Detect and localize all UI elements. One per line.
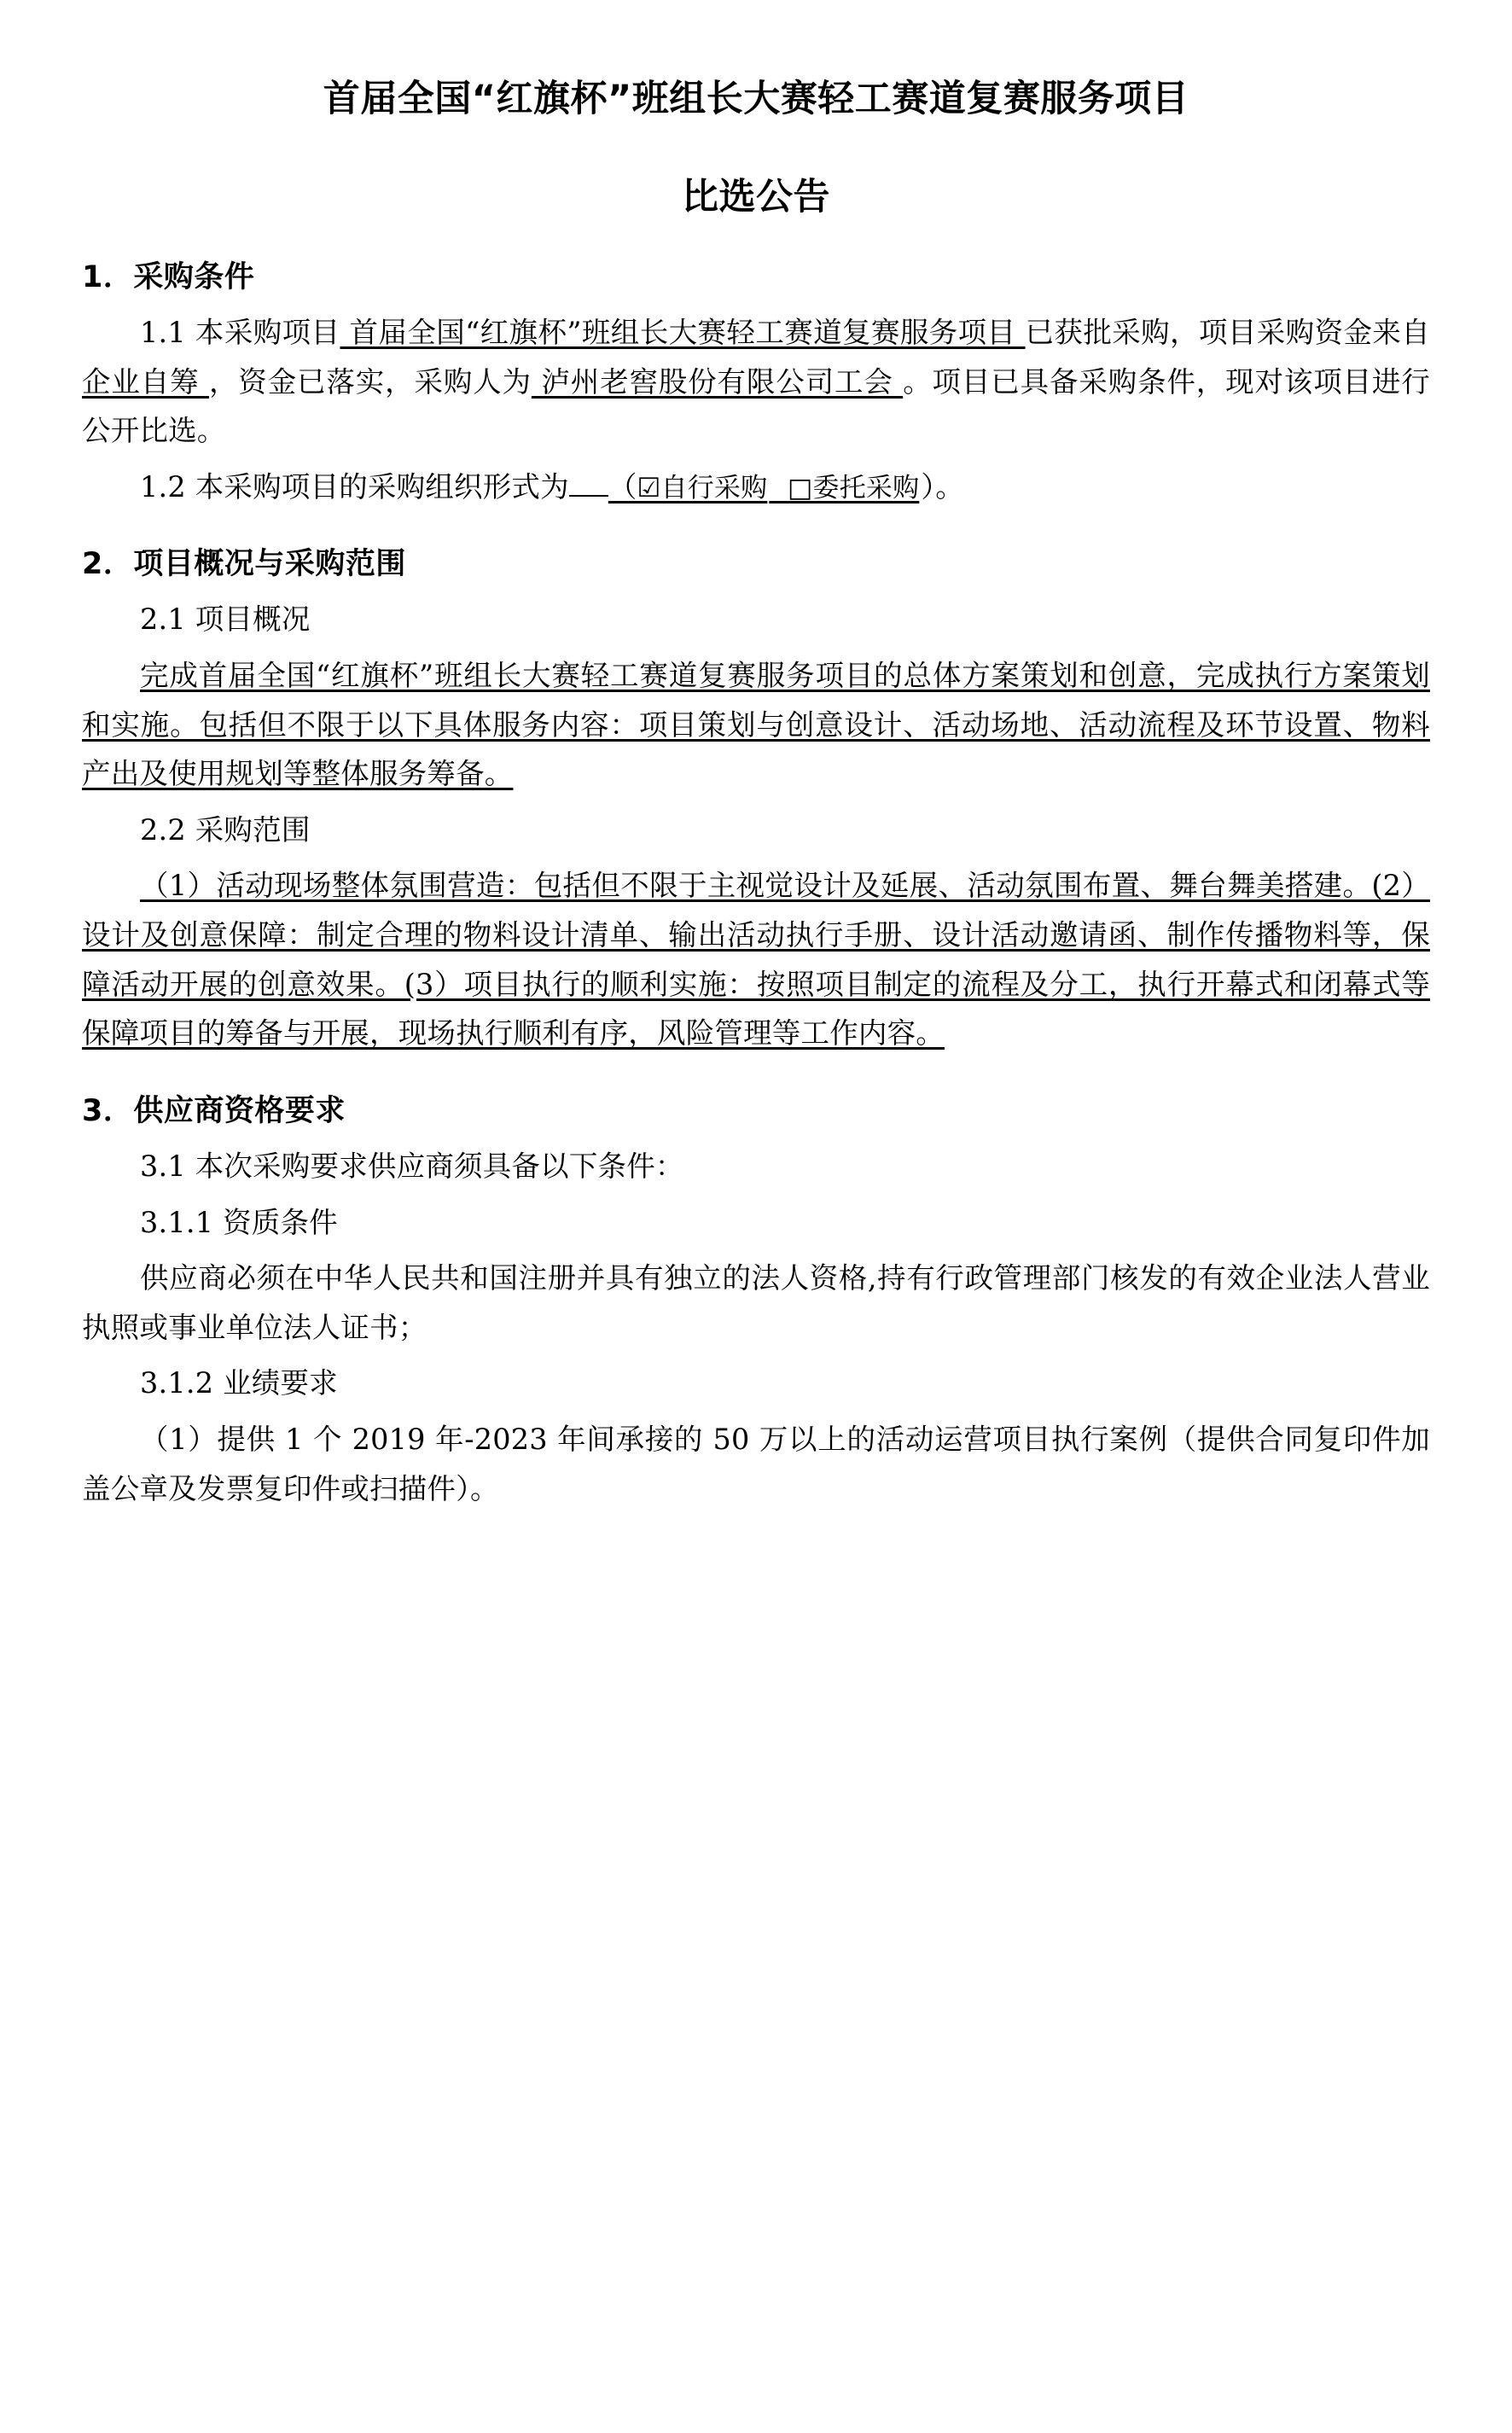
paragraph-1-1: [82, 308, 1430, 456]
paragraph-2-1-body: 完成首届全国“红旗杯”班组长大赛轻工赛道复赛服务项目的总体方案策划和创意，完成执行方案策划和实施。包括但不限于以下具体服务内容：项目策划与创意设计、活动场地、活动流程及环节设置、物料产出及使用规划等整体服务筹备。: [82, 659, 1430, 791]
paragraph-1-1-mid-1: 已获批采购，项目采购资金来自: [1025, 316, 1430, 349]
paren-open: （: [608, 469, 637, 503]
paragraph-1-2-tail: ）。: [921, 469, 964, 503]
paragraph-3-1-1-body: 供应商必须在中华人民共和国注册并具有独立的法人资格,持有行政管理部门核发的有效企业法人营业执照或事业单位法人证书；: [82, 1261, 1430, 1344]
paragraph-1-2-prefix: 1.2 本采购项目的采购组织形式为: [140, 469, 569, 503]
subsection-heading-2-1: 2.1 项目概况: [140, 602, 311, 637]
subsection-heading-3-1-1: 3.1.1 资质条件: [140, 1205, 338, 1239]
page-title-line-2: 比选公告: [682, 175, 830, 218]
section-heading-3: 3．供应商资格要求: [82, 1093, 346, 1128]
paragraph-3-1: 3.1 本次采购要求供应商须具备以下条件：: [140, 1149, 684, 1183]
fill-in-blank: [569, 495, 608, 497]
paragraph-1-1-tail: 。项目已具备采购条件，现对该项目进行公开比选。: [82, 364, 1430, 448]
paragraph-1-1-mid-2: ，资金已落实，采购人为: [208, 364, 532, 399]
paragraph-2-2-body: （1）活动现场整体氛围营造：包括但不限于主视觉设计及延展、活动氛围布置、舞台舞美搭建。(2）设计及创意保障：制定合理的物料设计清单、输出活动执行手册、设计活动邀请函、制作传播物料等，保障活动开展的创意效果。(3）项目执行的顺利实施：按照项目制定的流程及分工，执行开幕式和闭幕式等保障项目的筹备与开展，现场执行顺利有序，风险管理等工作内容。: [82, 869, 1430, 1051]
paragraph-1-1-prefix: 1.1 本采购项目: [140, 316, 340, 349]
page-title-line-1: 首届全国“红旗杯”班组长大赛轻工赛道复赛服务项目: [323, 78, 1189, 120]
subsection-heading-2-2: 2.2 采购范围: [140, 812, 311, 847]
section-heading-1: 1．采购条件: [82, 260, 255, 294]
checkbox-entrusted-procurement[interactable]: □委托采购: [788, 472, 920, 503]
paragraph-1-2-options: [608, 470, 922, 503]
subsection-heading-3-1-2: 3.1.2 业绩要求: [140, 1366, 338, 1400]
paragraph-1-1-underline-project: 首届全国“红旗杯”班组长大赛轻工赛道复赛服务项目: [340, 316, 1026, 349]
paragraph-1-1-underline-purchaser: 泸州老窖股份有限公司工会: [531, 364, 904, 399]
paragraph-1-1-underline-funding: 企业自筹: [82, 364, 209, 399]
paragraph-1-2: [82, 463, 1430, 512]
section-heading-2: 2．项目概况与采购范围: [82, 547, 406, 582]
document-title-block: [82, 72, 1430, 224]
paragraph-3-1-2-body: （1）提供 1 个 2019 年-2023 年间承接的 50 万以上的活动运营项目执行案例（提供合同复印件加盖公章及发票复印件或扫描件）。: [82, 1422, 1430, 1505]
checkbox-self-procurement[interactable]: ☑自行采购: [637, 472, 768, 503]
